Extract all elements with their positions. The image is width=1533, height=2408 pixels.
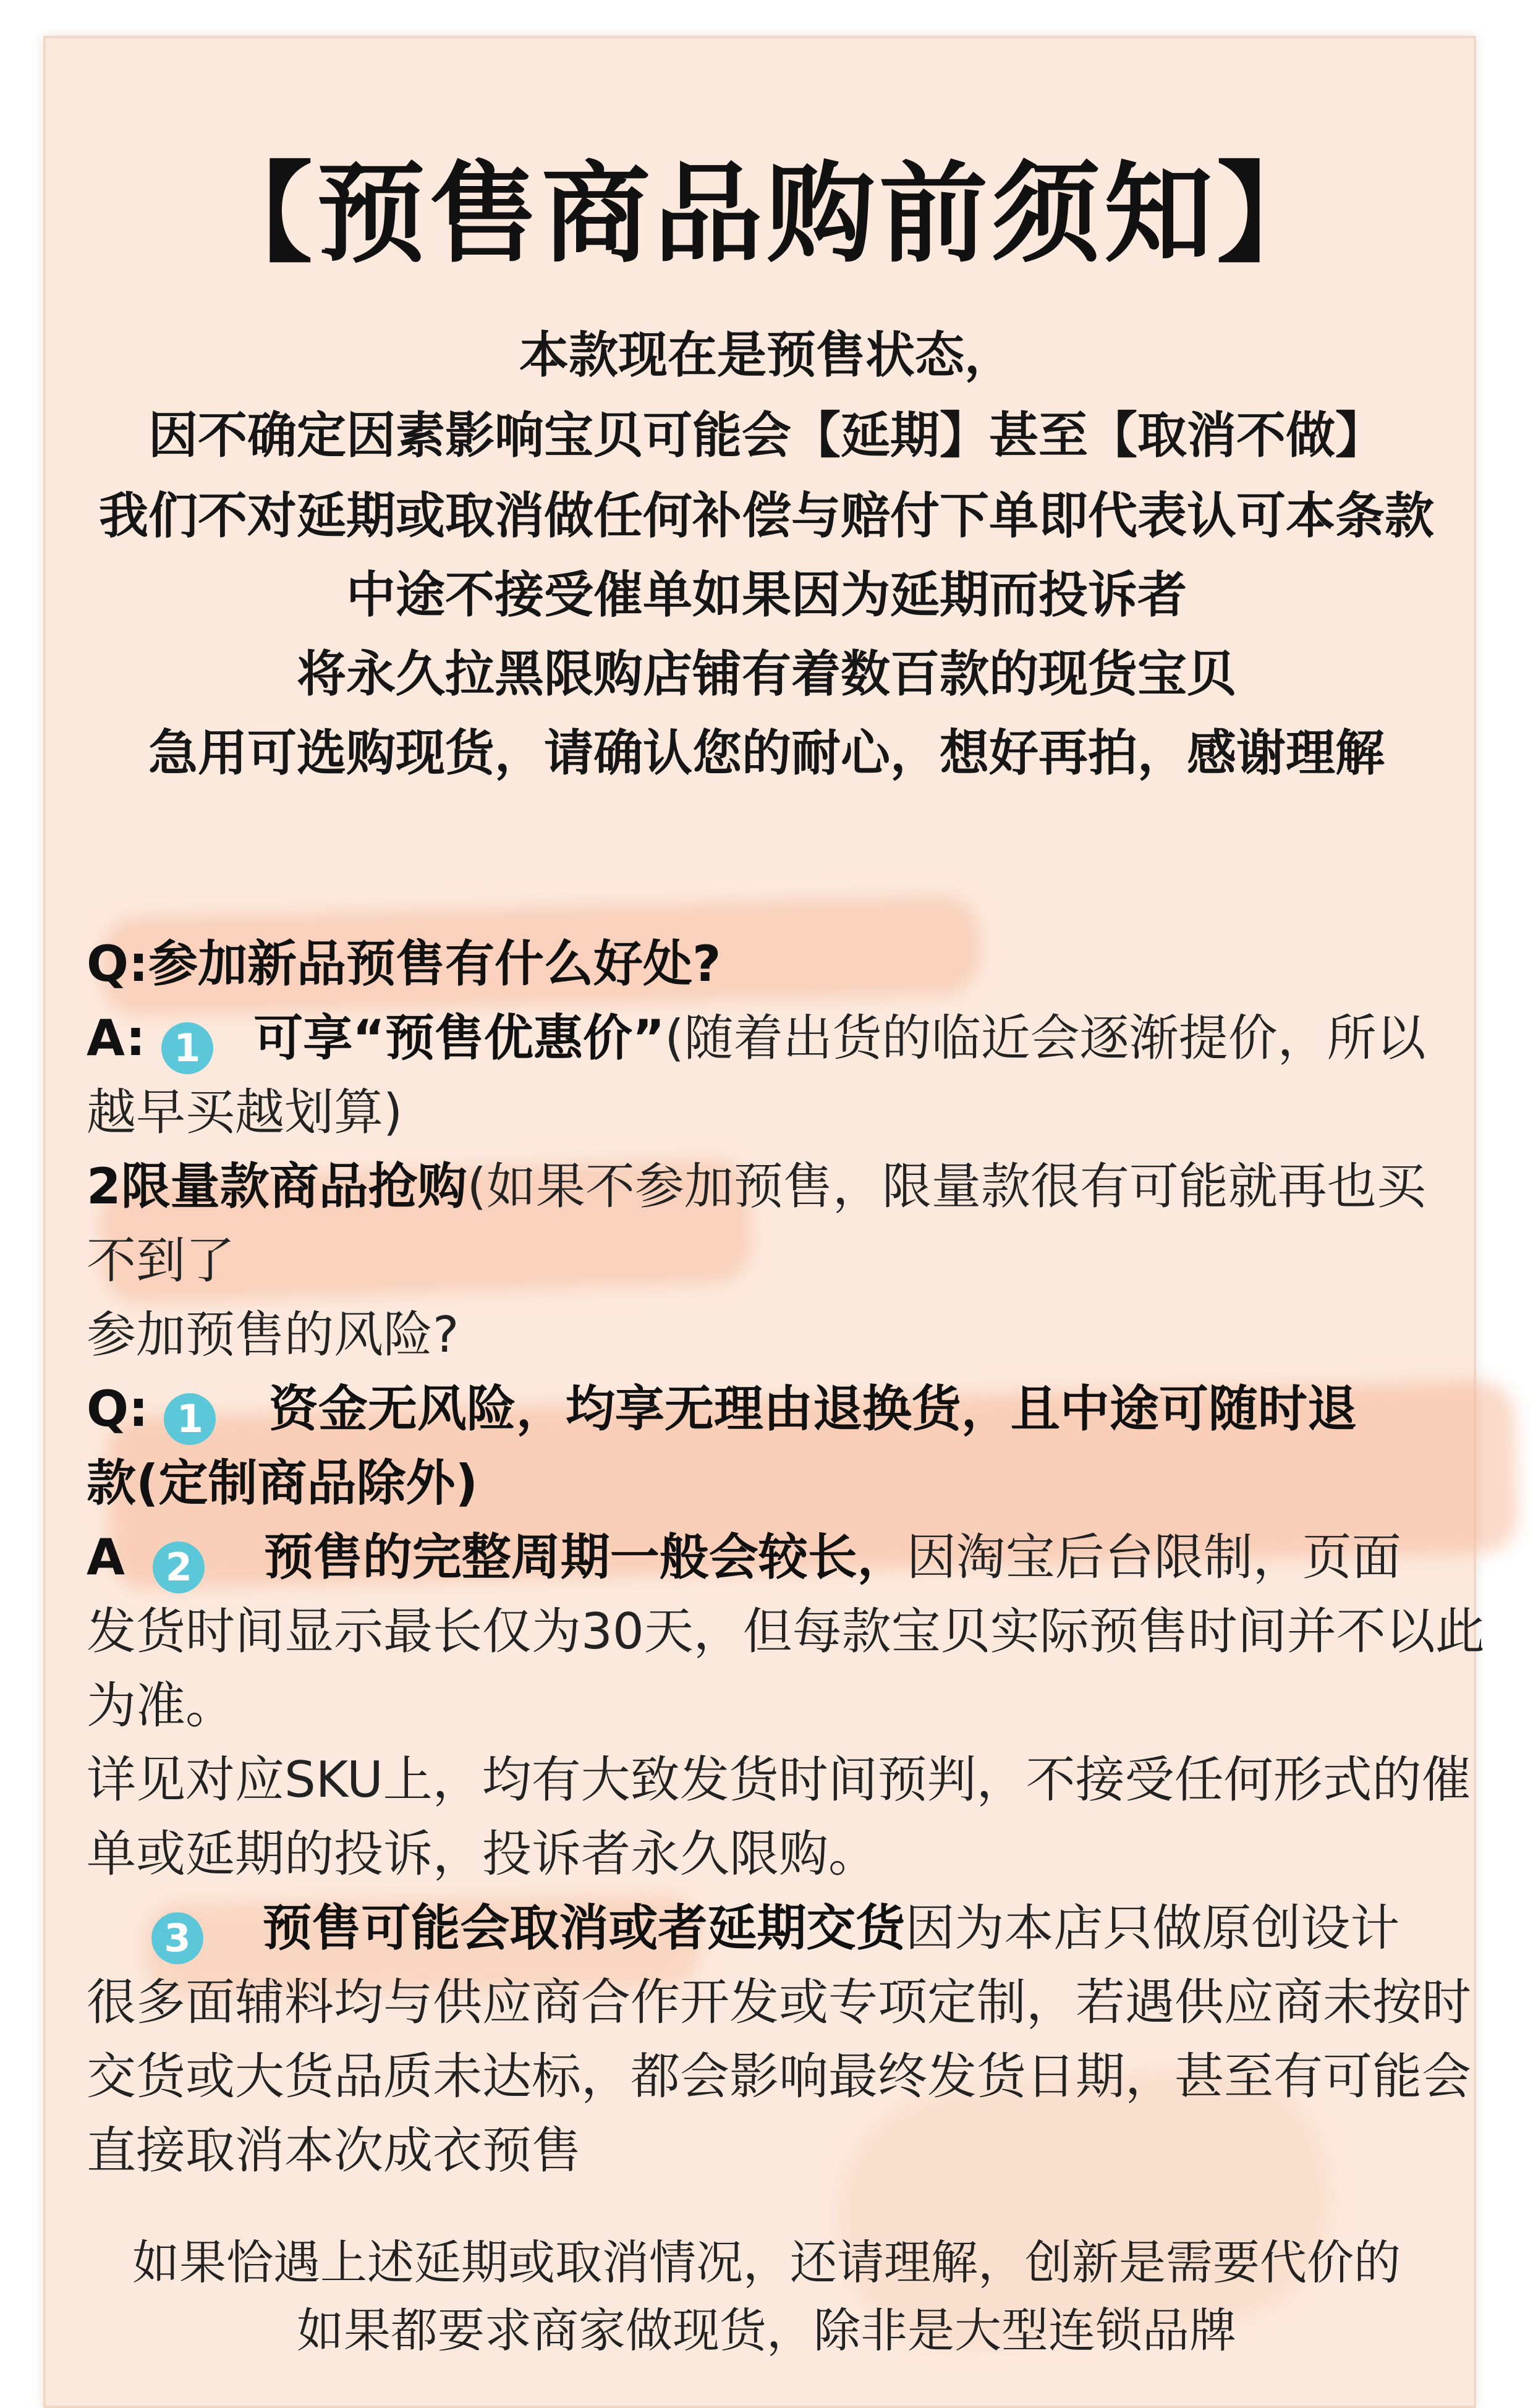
- risk-2-continued: 为准。: [87, 1677, 235, 1734]
- number-3-icon: 3: [151, 1912, 203, 1964]
- risk-3-continued: 交货或大货品质未达标，都会影响最终发货日期，甚至有可能会: [87, 2048, 1471, 2105]
- risk-2-continued: 发货时间显示最长仅为30天，但每款宝贝实际预售时间并不以此: [87, 1603, 1485, 1660]
- number-1-icon: 1: [164, 1393, 216, 1445]
- footer-line: 如果恰遇上述延期或取消情况，还请理解，创新是需要代价的: [132, 2235, 1401, 2290]
- answer-1-continued: 越早买越划算): [87, 1083, 403, 1141]
- answer-2-continued: 不到了: [87, 1232, 235, 1289]
- notice-line: 中途不接受催单如果因为延期而投诉者: [346, 566, 1187, 624]
- risk-2: [87, 1517, 1465, 1593]
- page-title: 【预售商品购前须知】: [203, 151, 1329, 278]
- notice-line: 本款现在是预售状态，: [519, 326, 1014, 384]
- risk-2-continued: 详见对应SKU上，均有大致发货时间预判，不接受任何形式的催: [87, 1751, 1471, 1808]
- number-2-icon: 2: [153, 1541, 205, 1593]
- question-benefits: Q:参加新品预售有什么好处?: [87, 935, 721, 993]
- footer-line: 如果都要求商家做现货，除非是大型连锁品牌: [297, 2303, 1236, 2358]
- risk-3-continued: 很多面辅料均与供应商合作开发或专项定制，若遇供应商未按时: [87, 1973, 1471, 2031]
- risk-2-detail: 因淘宝后台限制，页面: [906, 1528, 1401, 1586]
- risk-3-detail: 因为本店只做原创设计: [905, 1899, 1400, 1957]
- answer-2-detail: (如果不参加预售，限量款很有可能就再也买: [467, 1158, 1426, 1215]
- notice-line: 因不确定因素影响宝贝可能会【延期】甚至【取消不做】: [148, 407, 1385, 464]
- notice-line: 我们不对延期或取消做任何补偿与赔付下单即代表认可本条款: [99, 487, 1434, 545]
- risk-1-title: 资金无风险，均享无理由退换货，且中途可随时退: [268, 1380, 1357, 1438]
- risk-3-continued: 直接取消本次成衣预售: [87, 2122, 581, 2179]
- risk-3-title: 预售可能会取消或者延期交货: [262, 1899, 906, 1957]
- answer-prefix: A:: [87, 1009, 146, 1067]
- answer-2: [87, 1147, 1465, 1218]
- risk-prefix: Q:: [87, 1380, 148, 1438]
- notice-line: 将永久拉黑限购店铺有着数百款的现货宝贝: [297, 645, 1236, 703]
- number-1-icon: 1: [161, 1022, 213, 1074]
- risk-1-continued: 款(定制商品除外): [87, 1454, 478, 1512]
- risk-1: [87, 1369, 1465, 1445]
- risk-prefix: A: [87, 1528, 125, 1586]
- notice-line: 急用可选购现货，请确认您的耐心，想好再拍，感谢理解: [148, 724, 1385, 782]
- risk-3: [87, 1888, 1465, 1964]
- risk-2-continued: 单或延期的投诉，投诉者永久限购。: [87, 1825, 878, 1883]
- question-risks: 参加预售的风险?: [87, 1306, 459, 1363]
- answer-1: [87, 998, 1465, 1074]
- risk-2-title: 预售的完整周期一般会较长，: [263, 1528, 907, 1586]
- answer-2-title: 2限量款商品抢购: [87, 1158, 467, 1215]
- answer-1-detail: (随着出货的临近会逐渐提价，所以: [665, 1009, 1426, 1067]
- answer-1-title: 可享“预售优惠价”: [253, 1009, 665, 1067]
